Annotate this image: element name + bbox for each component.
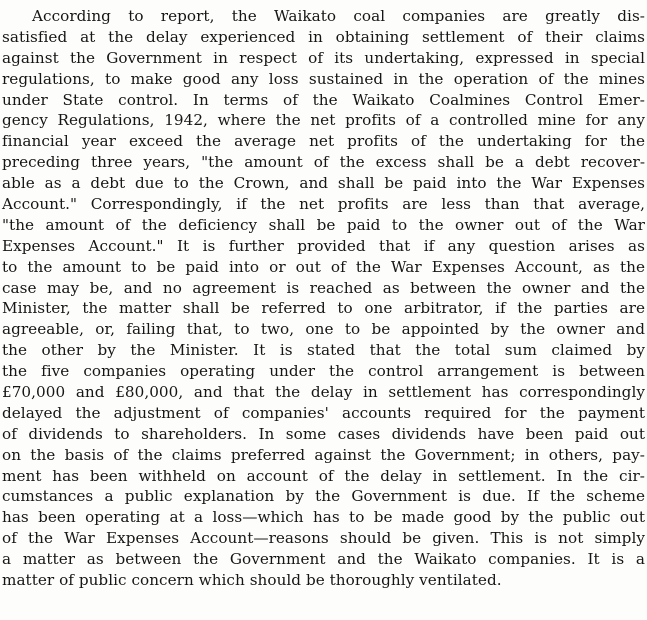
article-line: the other by the Minister. It is stated that the total sum claimed by (2, 341, 645, 360)
article-line: under State control. In terms of the Waikato Coalmines Control Emer- (2, 90, 645, 109)
article-line: delayed the adjustment of companies' accounts required for the payment (2, 403, 645, 422)
article-line: of dividends to shareholders. In some cases dividends have been paid out (2, 424, 645, 443)
article-line: Account." Correspondingly, if the net profits are less than that average, (2, 195, 645, 214)
article-line: case may be, and no agreement is reached as between the owner and the (2, 278, 645, 297)
article-line: cumstances a public explanation by the Government is due. If the scheme (2, 487, 645, 506)
article-line: satisfied at the delay experienced in obtaining settlement of their claims (2, 27, 645, 46)
article-body (2, 6, 645, 591)
article-line: ment has been withheld on account of the delay in settlement. In the cir- (2, 466, 645, 485)
article-line: agreeable, or, failing that, to two, one to be appointed by the owner and (2, 320, 645, 339)
article-line: able as a debt due to the Crown, and shall be paid into the War Expenses (2, 174, 645, 193)
article-line: financial year exceed the average net profits of the undertaking for the (2, 132, 645, 151)
article-line: of the War Expenses Account—reasons should be given. This is not simply (2, 529, 645, 548)
article-line: Expenses Account." It is further provided that if any question arises as (2, 236, 645, 255)
article-line: the five companies operating under the control arrangement is between (2, 362, 645, 381)
article-line: against the Government in respect of its undertaking, expressed in special (2, 48, 645, 67)
article-line: a matter as between the Government and the Waikato companies. It is a (2, 550, 645, 569)
article-line: preceding three years, "the amount of the excess shall be a debt recover- (2, 153, 645, 172)
article-line: "the amount of the deficiency shall be paid to the owner out of the War (2, 215, 645, 234)
article-line: has been operating at a loss—which has to be made good by the public out (2, 508, 645, 527)
article-line: on the basis of the claims preferred against the Government; in others, pay- (2, 445, 645, 464)
article-line: regulations, to make good any loss sustained in the operation of the mines (2, 69, 645, 88)
article-line: £70,000 and £80,000, and that the delay in settlement has correspondingly (2, 383, 645, 402)
article-line: According to report, the Waikato coal companies are greatly dis- (32, 7, 645, 25)
article-line: Minister, the matter shall be referred to one arbitrator, if the parties are (2, 299, 645, 318)
article-line: to the amount to be paid into or out of the War Expenses Account, as the (2, 257, 645, 276)
article-line: matter of public concern which should be thoroughly ventilated. (2, 571, 502, 590)
article-line: gency Regulations, 1942, where the net profits of a controlled mine for any (2, 111, 645, 130)
